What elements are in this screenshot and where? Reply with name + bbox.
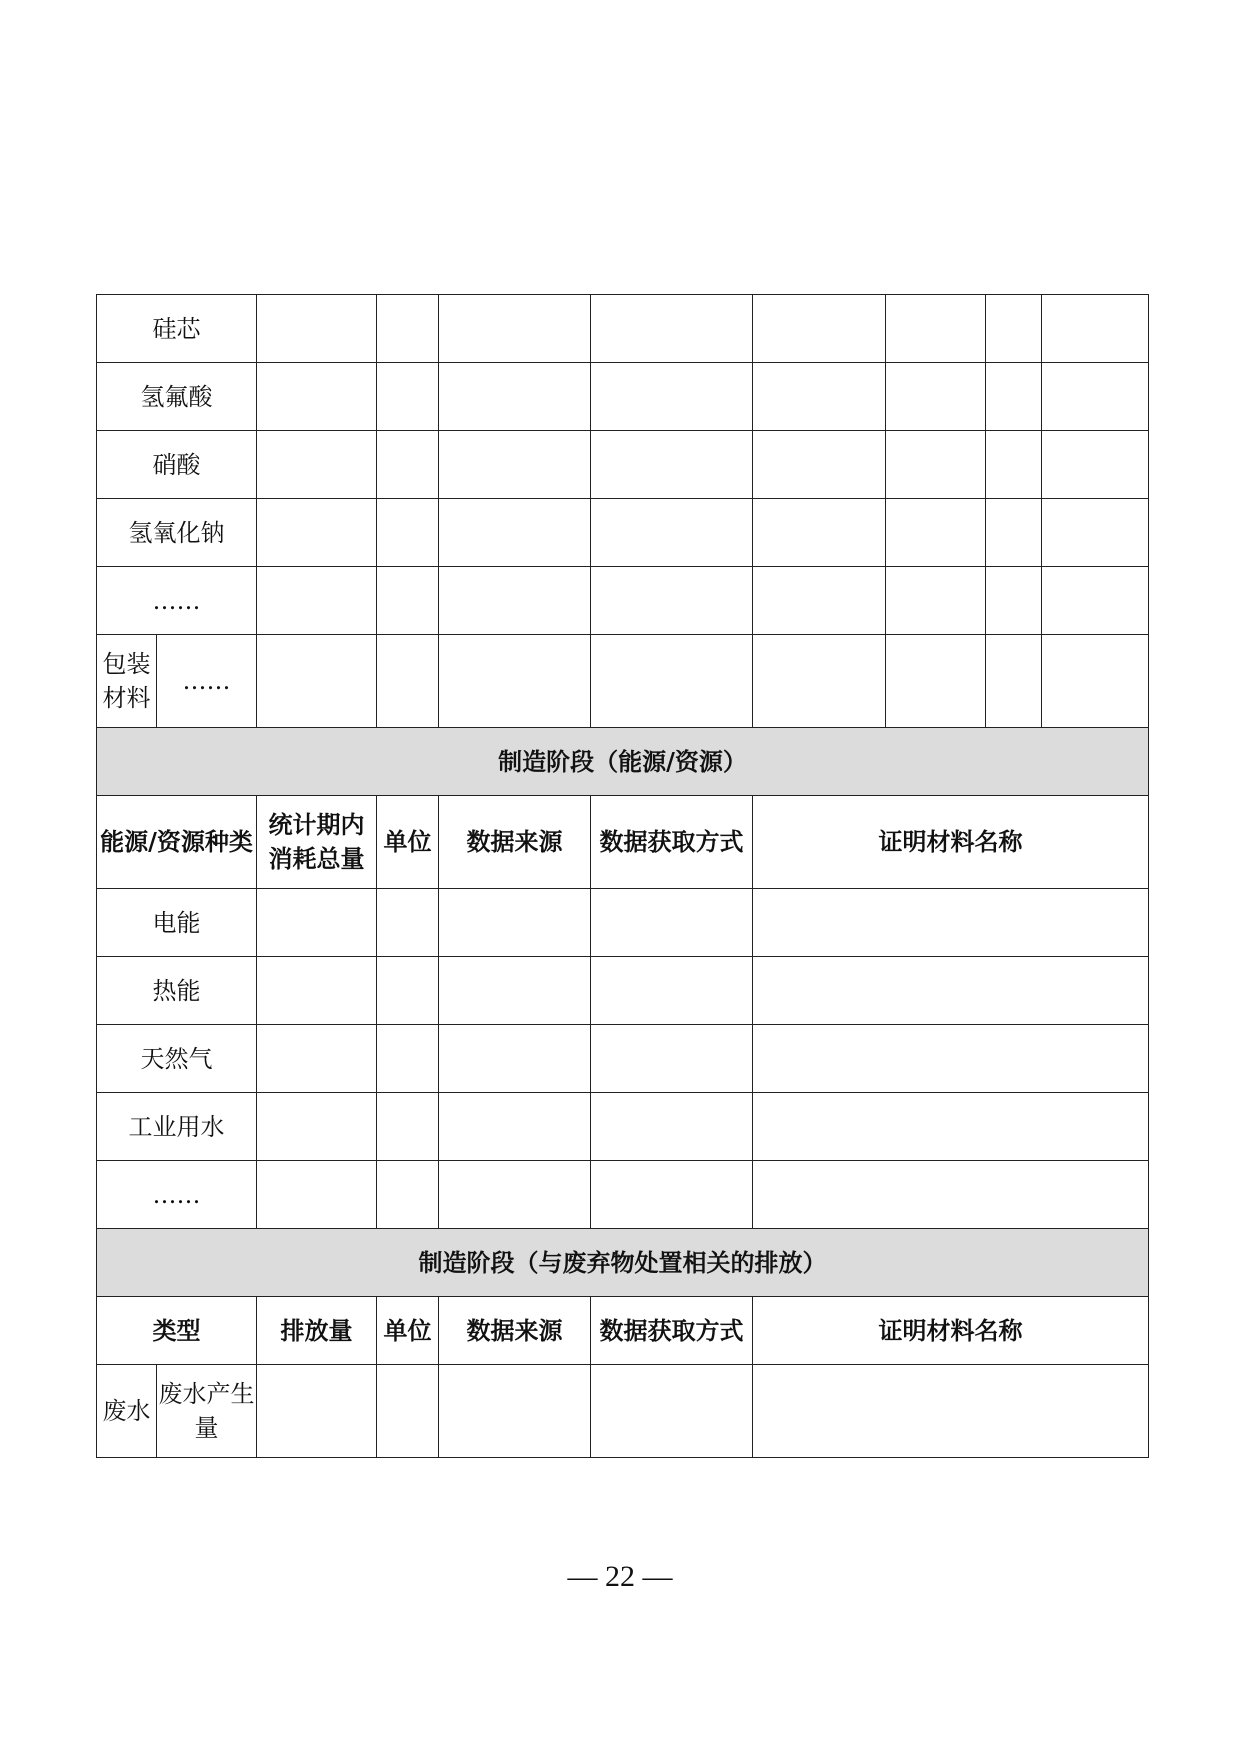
waste-section-title: 制造阶段（与废弃物处置相关的排放） bbox=[97, 1229, 1149, 1297]
column-header: 单位 bbox=[377, 796, 439, 889]
column-header: 数据获取方式 bbox=[591, 796, 753, 889]
column-header: 单位 bbox=[377, 1297, 439, 1365]
material-name: 氢氟酸 bbox=[97, 363, 257, 431]
table-row bbox=[97, 567, 1149, 635]
inventory-table bbox=[96, 294, 1149, 1458]
material-name: 硝酸 bbox=[97, 431, 257, 499]
table-row bbox=[97, 499, 1149, 567]
table-row bbox=[97, 635, 1149, 728]
waste-category: 废水 bbox=[97, 1365, 157, 1458]
page-number: — 22 — bbox=[567, 1560, 673, 1593]
packaging-item: …… bbox=[157, 635, 257, 728]
material-name: 氢氧化钠 bbox=[97, 499, 257, 567]
column-header: 数据获取方式 bbox=[591, 1297, 753, 1365]
section-header-row bbox=[97, 1229, 1149, 1297]
column-header-row bbox=[97, 796, 1149, 889]
energy-type: 天然气 bbox=[97, 1025, 257, 1093]
table-row bbox=[97, 1025, 1149, 1093]
material-name: 硅芯 bbox=[97, 295, 257, 363]
section-header-row bbox=[97, 728, 1149, 796]
column-header: 证明材料名称 bbox=[753, 1297, 1149, 1365]
column-header-row bbox=[97, 1297, 1149, 1365]
energy-type: 工业用水 bbox=[97, 1093, 257, 1161]
column-header: 排放量 bbox=[257, 1297, 377, 1365]
column-header: 能源/资源种类 bbox=[97, 796, 257, 889]
table-row bbox=[97, 295, 1149, 363]
table-row bbox=[97, 363, 1149, 431]
waste-item: 废水产生量 bbox=[157, 1365, 257, 1458]
table-row bbox=[97, 1365, 1149, 1458]
material-name: …… bbox=[97, 567, 257, 635]
table-row bbox=[97, 957, 1149, 1025]
energy-section-title: 制造阶段（能源/资源） bbox=[97, 728, 1149, 796]
table-row bbox=[97, 1161, 1149, 1229]
energy-type: 电能 bbox=[97, 889, 257, 957]
column-header: 数据来源 bbox=[439, 1297, 591, 1365]
column-header: 证明材料名称 bbox=[753, 796, 1149, 889]
table-row bbox=[97, 431, 1149, 499]
table-row bbox=[97, 1093, 1149, 1161]
column-header: 类型 bbox=[97, 1297, 257, 1365]
column-header: 统计期内消耗总量 bbox=[257, 796, 377, 889]
energy-type: 热能 bbox=[97, 957, 257, 1025]
packaging-label: 包装材料 bbox=[97, 635, 157, 728]
energy-type: …… bbox=[97, 1161, 257, 1229]
column-header: 数据来源 bbox=[439, 796, 591, 889]
table-row bbox=[97, 889, 1149, 957]
